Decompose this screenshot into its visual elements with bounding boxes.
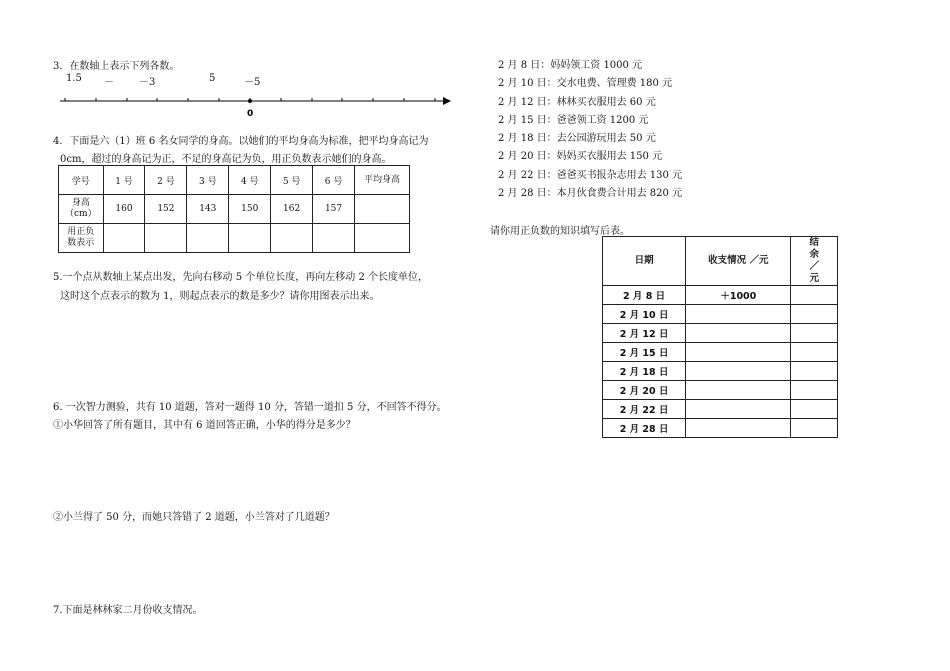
table-cell: 日期	[603, 237, 686, 286]
balance-table	[602, 236, 838, 438]
q3-title: 3．在数轴上表示下列各数。	[53, 61, 180, 72]
table-row	[603, 343, 838, 362]
table-cell: 1 号	[103, 166, 145, 195]
table-cell: 2 月 28 日	[603, 419, 686, 438]
q5-line2: 这时这个点表示的数为 1，则起点表示的数是多少？请你用图表示出来。	[60, 291, 380, 302]
list-item: 2 月 28 日：本月伙食费合计用去 820 元	[498, 188, 683, 200]
table-row	[603, 419, 838, 438]
table-cell: 2 月 10 日	[603, 305, 686, 324]
q6-sub1: ①小华回答了所有题目，其中有 6 道回答正确，小华的得分是多少？	[53, 420, 356, 431]
table-row	[603, 237, 838, 286]
table-cell	[187, 224, 229, 253]
q3-number: 5	[209, 73, 216, 84]
table-cell: 2 月 15 日	[603, 343, 686, 362]
table-cell: 150	[229, 195, 271, 224]
q3-number: 1.5	[66, 73, 82, 84]
table-cell	[791, 362, 838, 381]
table-row	[59, 224, 410, 253]
table-cell: 2 月 8 日	[603, 286, 686, 305]
list-item: 2 月 18 日：去公园游玩用去 50 元	[498, 133, 656, 145]
table-cell	[355, 195, 410, 224]
number-line	[60, 92, 455, 118]
table-cell: 162	[271, 195, 313, 224]
q3-number: －3	[139, 77, 156, 88]
height-table	[58, 165, 410, 253]
table-cell: 2 月 20 日	[603, 381, 686, 400]
table-cell: 5 号	[271, 166, 313, 195]
arrow-right-icon	[443, 97, 451, 105]
table-cell	[229, 224, 271, 253]
q4-line1: 4．下面是六（1）班 6 名女同学的身高。以她们的平均身高为标准，把平均身高记为	[53, 136, 429, 147]
table-cell	[791, 419, 838, 438]
list-item: 2 月 20 日：妈妈买衣服用去 150 元	[498, 151, 663, 163]
table-cell: 学号	[59, 166, 104, 195]
table-row	[603, 400, 838, 419]
table-cell	[686, 324, 791, 343]
list-item: 2 月 15 日：爸爸领工资 1200 元	[498, 114, 649, 126]
table-cell	[686, 362, 791, 381]
table-cell	[791, 343, 838, 362]
list-item: 2 月 10 日：交水电费、管理费 180 元	[498, 78, 673, 90]
table-cell: 3 号	[187, 166, 229, 195]
q5-line1: 5.一个点从数轴上某点出发，先向右移动 5 个单位长度，再向左移动 2 个长度单位，	[53, 272, 428, 283]
origin-dot	[248, 99, 252, 103]
expense-list	[498, 56, 682, 202]
table-cell: 收支情况 ／元	[686, 237, 791, 286]
origin-label: 0	[247, 109, 254, 118]
q3-number: －5	[244, 77, 261, 88]
table-row	[603, 324, 838, 343]
table-cell	[145, 224, 187, 253]
q3-number-list	[0, 73, 460, 87]
table-cell: 152	[145, 195, 187, 224]
table-row	[603, 362, 838, 381]
table-cell	[686, 343, 791, 362]
table-cell	[686, 419, 791, 438]
q4-line2: 0cm，超过的身高记为正，不足的身高记为负，用正负数表示她们的身高。	[60, 154, 392, 165]
table-cell	[791, 381, 838, 400]
table-row	[603, 286, 838, 305]
table-row	[59, 195, 410, 224]
table-cell	[103, 224, 145, 253]
table-cell	[686, 381, 791, 400]
list-item: 2 月 22 日：爸爸买书报杂志用去 130 元	[498, 169, 683, 181]
table-row	[603, 381, 838, 400]
q6-line1: 6. 一次智力测验，共有 10 道题，答对一题得 10 分，答错一道扣 5 分，不回答不得分。	[53, 402, 447, 413]
table-cell: 2 月 12 日	[603, 324, 686, 343]
table-cell: 结余 ／元	[791, 237, 838, 286]
table-cell	[313, 224, 355, 253]
table-cell	[791, 286, 838, 305]
table-cell	[355, 224, 410, 253]
table-cell: 157	[313, 195, 355, 224]
list-item: 2 月 12 日：林林买衣服用去 60 元	[498, 96, 656, 108]
table-cell	[271, 224, 313, 253]
q3-number: －	[104, 77, 114, 88]
table-cell: 143	[187, 195, 229, 224]
table-row	[603, 305, 838, 324]
table-cell	[791, 305, 838, 324]
q6-sub2: ②小兰得了 50 分，而她只答错了 2 道题，小兰答对了几道题？	[53, 512, 335, 523]
table-row	[59, 166, 410, 195]
table-cell: 2 号	[145, 166, 187, 195]
table-cell	[686, 305, 791, 324]
table-cell: 4 号	[229, 166, 271, 195]
table-cell: 160	[103, 195, 145, 224]
table-cell: 用正负数表示	[59, 224, 104, 253]
table-cell	[686, 400, 791, 419]
list-item: 2 月 8 日：妈妈领工资 1000 元	[498, 60, 643, 71]
table-cell	[791, 400, 838, 419]
table-cell: 2 月 18 日	[603, 362, 686, 381]
q7-title: 7.下面是林林家二月份收支情况。	[53, 605, 203, 616]
table-cell: 身高（cm）	[59, 195, 104, 224]
table-cell: 2 月 22 日	[603, 400, 686, 419]
table-cell	[791, 324, 838, 343]
table-cell: 平均身高	[355, 166, 410, 195]
table-cell: ＋1000	[686, 286, 791, 305]
table-cell: 6 号	[313, 166, 355, 195]
q7-instruction: 请你用正负数的知识填写后表。	[490, 226, 630, 237]
